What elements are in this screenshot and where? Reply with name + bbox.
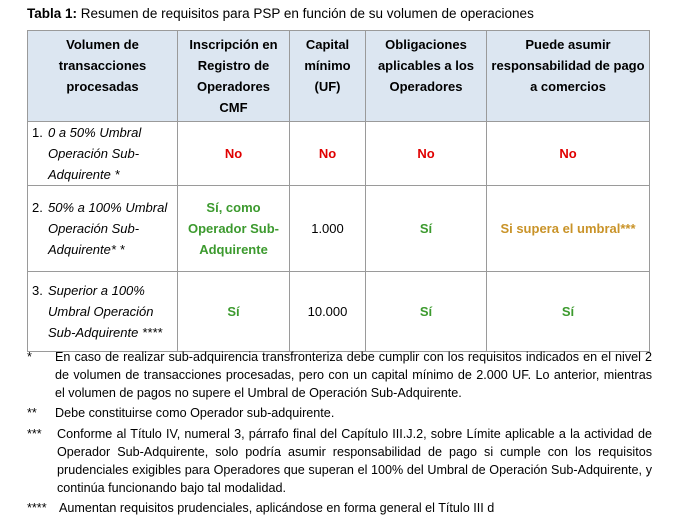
footnote-1	[27, 349, 652, 402]
row-1-registro: No	[178, 122, 290, 186]
row-2-responsabilidad: Si supera el umbral***	[487, 186, 650, 272]
row-1-label: 0 a 50% Umbral Operación Sub-Adquirente *	[48, 125, 142, 182]
footnotes	[27, 349, 652, 518]
footnote-2-text: Debe constituirse como Operador sub-adquirente.	[55, 406, 335, 421]
header-inscripcion: Inscripción en Registro de Operadores CMF	[178, 31, 290, 122]
footnote-2	[27, 405, 652, 423]
row-3-volumen	[28, 272, 178, 352]
footnote-2-mark: **	[27, 406, 37, 421]
row-2-label: 50% a 100% Umbral Operación Sub-Adquirente* *	[48, 200, 168, 257]
footnote-3-mark: ***	[27, 427, 42, 442]
table-row	[28, 122, 650, 186]
requirements-table	[27, 30, 650, 352]
footnote-1-mark: *	[27, 350, 32, 364]
table-row	[28, 272, 650, 352]
row-3-responsabilidad: Sí	[487, 272, 650, 352]
row-1-obligaciones: No	[366, 122, 487, 186]
caption-text: Resumen de requisitos para PSP en función de su volumen de operaciones	[80, 6, 534, 21]
row-2-capital: 1.000	[290, 186, 366, 272]
table-header-row	[28, 31, 650, 122]
table-caption	[27, 6, 534, 21]
row-3-label: Superior a 100% Umbral Operación Sub-Adquirente ****	[48, 283, 163, 340]
footnote-3-text: Conforme al Título IV, numeral 3, párrafo final del Capítulo III.J.2, sobre Límite aplicable a la actividad de Operador Sub-Adquirente, solo podría asumir responsabilidad de pago si cumple con los requisitos prudenciales exigibles para Operadores que superan el 100% del Umbral de Operación Sub-Adquirente, y continúa funcionando bajo tal modalidad.	[57, 427, 652, 495]
row-3-capital: 10.000	[290, 272, 366, 352]
header-capital: Capital mínimo (UF)	[290, 31, 366, 122]
row-2-volumen	[28, 186, 178, 272]
row-2-obligaciones: Sí	[366, 186, 487, 272]
footnote-4-mark: ****	[27, 501, 47, 516]
row-3-obligaciones: Sí	[366, 272, 487, 352]
header-obligaciones: Obligaciones aplicables a los Operadores	[366, 31, 487, 122]
row-1-capital: No	[290, 122, 366, 186]
row-2-registro: Sí, como Operador Sub-Adquirente	[178, 186, 290, 272]
row-1-index: 1.	[32, 125, 43, 140]
row-1-responsabilidad: No	[487, 122, 650, 186]
footnote-1-text: En caso de realizar sub-adquirencia transfronteriza debe cumplir con los requisitos indicados en el nivel 2 de volumen de transacciones procesadas, pero con un capital mínimo de 2.000 UF. Lo anterior, mientras el volumen de pagos no supere el Umbral de Operación Sub-Adquirente.	[55, 350, 652, 400]
footnote-4	[27, 500, 652, 518]
table-row	[28, 186, 650, 272]
footnote-4-text: Aumentan requisitos prudenciales, aplicándose en forma general el Título III d	[59, 501, 495, 516]
row-2-index: 2.	[32, 200, 43, 215]
header-responsabilidad: Puede asumir responsabilidad de pago a comercios	[487, 31, 650, 122]
row-3-index: 3.	[32, 283, 43, 298]
row-1-volumen	[28, 122, 178, 186]
caption-label: Tabla 1:	[27, 6, 78, 21]
header-volumen: Volumen de transacciones procesadas	[28, 31, 178, 122]
footnote-3	[27, 426, 652, 497]
row-3-registro: Sí	[178, 272, 290, 352]
